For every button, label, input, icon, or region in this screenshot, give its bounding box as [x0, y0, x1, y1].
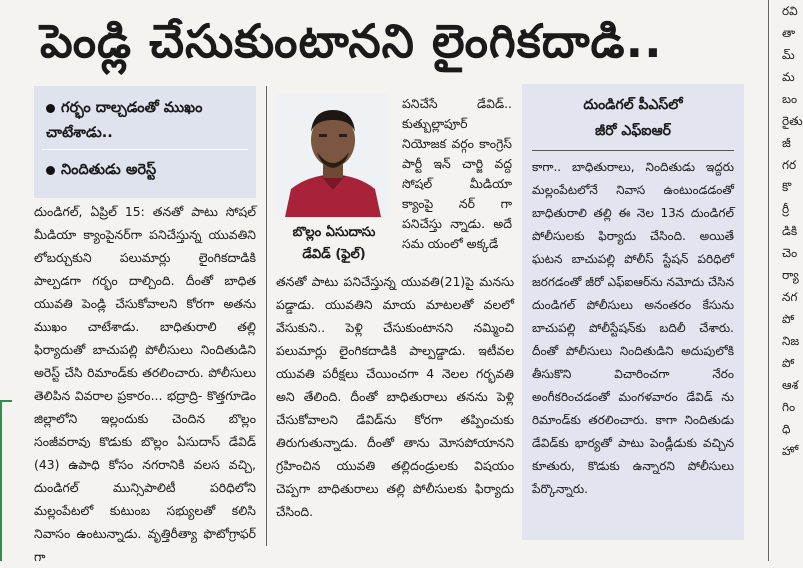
person-photo-icon: [277, 94, 389, 217]
column-divider: [266, 86, 267, 546]
highlight-text: నిందితుడు అరెస్ట్: [61, 162, 157, 178]
adjacent-article-strip: రవి తా మ్ మ బం రైతు జీ గర కొ ర్రీ డికి చెం ర్యా నగ పో నిజ పో ఆశ గిం ధి హో: [782, 4, 803, 458]
divider: [42, 149, 248, 150]
column-divider: [768, 0, 769, 561]
sidebar-body: కాగా.. బాధితురాలు, నిందితుడు ఇద్దరు మల్లంపేటలోనే నివాస ఉంటుండడంతో బాధితురాలి తల్లి ఈ నెల 13న దుండిగల్ పోలీసులకు ఫిర్యాదు చేసింది. అయితే ఘటన బాచుపల్లి పోలీస్ స్టేషన్ పరిధిలో జరగడంతో జీరో ఎఫ్ఐఆర్‌ను నమోదు చేసిన దుండిగల్ పోలీసులు అనంతరం కేసును బాచుపల్లి పోలీస్టేషన్‌కు బదిలీ చేశారు. దీంతో పోలీసులు నిందితుడిని అదుపులోకి తీసుకొని విచారించగా నేరం అంగీకరించడంతో మంగళవారం డేవిడ్ ను రిమాండ్‌కు తరలించారు. కాగా నిందితుడు డేవిడ్‌కు భార్యతో పాటు పెండ్లీడుకు వచ్చిన కూతురు, కొడుకు ఉన్నారని పోలీసులు పేర్కొన్నారు.: [532, 160, 734, 496]
sidebar-box: [522, 84, 744, 540]
article-column-1: దుండిగల్, ఏప్రిల్ 15: తనతో పాటు సోషల్ మీడియా క్యాంపైనర్‌గా పనిచేస్తున్న యువతిని లోబర్చుకుని పలుమార్లు లైంగికదాడికి పాల్పడగా గర్భం దాల్చింది. దీంతో బాధిత యువతి పెండ్లి చేసుకోవాలని కోరగా అతను ముఖం చాటేశాడు. బాధితురాలి తల్లి ఫిర్యాదుతో బాచుపల్లి పోలీసులు నిందితుడిని అరెస్ట్ చేసి రిమాండ్‌కు తరలించారు. పోలీసులు తెలిపిన వివరాల ప్రకారం... భద్రాద్రి- కొత్తగూడెం జిల్లాలోని ఇల్లందుకు చెందిన బొల్లం సంజీవరావు కొడుకు బొల్లం ఏసుదాస్ డేవిడ్ (43) ఉపాధి కోసం నగరానికి వలస వచ్చి, దుండిగల్ మున్సిపాలిటీ పరిధిలోని మల్లంపేటలో కుటుంబ సభ్యులతో కలిసి నివాసం ఉంటున్నాడు. వృత్తిరీత్యా ఫొటోగ్రాఫర్ గా: [34, 204, 256, 564]
article-column-2-top: పనిచేసే డేవిడ్.. కుత్బుల్లాపూర్ నియోజక వర్గం కాంగ్రెస్ పార్టీ ఇన్ చార్జి వద్ద సోషల్ మీడియా క్యాంపై నర్ గా పనిచేస్తు న్నాడు. అదే సమ యంలో అక్కడే: [402, 96, 512, 251]
accused-photo: [277, 94, 389, 217]
bullet-icon: [46, 166, 55, 175]
caption-name: బొల్లం ఏసుదాసు: [292, 225, 376, 240]
highlight-item: [46, 96, 246, 146]
photo-caption: [276, 222, 392, 266]
headline: పెండ్లి చేసుకుంటానని లైంగికదాడి..: [40, 14, 663, 68]
highlight-text: గర్భం దాల్చడంతో ముఖం చాటేశాడు..: [46, 100, 203, 141]
sidebar-title: దుండిగల్ పీఎస్‌లో: [583, 97, 683, 113]
adjacent-article-border: [0, 400, 12, 561]
bullet-icon: [46, 104, 55, 113]
article-column-2: తనతో పాటు పనిచేస్తున్న యువతి(21)పై మనసు పడ్డాడు. యువతిని మాయ మాటలతో వలలో వేసుకుని.. పెళ్లి చేసుకుంటానని నమ్మించి పలుమార్లు లైంగికదాడికి పాల్పడ్డాడు. ఇటీవల యువతి పరీక్షలు చేయించగా 4 నెలల గర్భవతి అని తేలింది. దీంతో బాధితురాలు తనను పెళ్లి చేసుకోవాలని డేవిడ్‌ను కోరగా తప్పించుకు తిరుగుతున్నాడు. దీంతో తాను మోసపోయానని గ్రహించిన యువతి తల్లిదండ్రులకు విషయం చెప్పగా బాధితురాలు తల్లి పోలీసులకు ఫిర్యాదు చేసింది.: [276, 274, 514, 519]
highlights-box: [34, 86, 256, 198]
sidebar-subtitle: జీరో ఎఫ్ఐఆర్: [595, 123, 671, 139]
divider: [532, 150, 734, 151]
highlight-item: [46, 158, 246, 183]
caption-label: డేవిడ్ (ఫైల్): [302, 247, 366, 262]
